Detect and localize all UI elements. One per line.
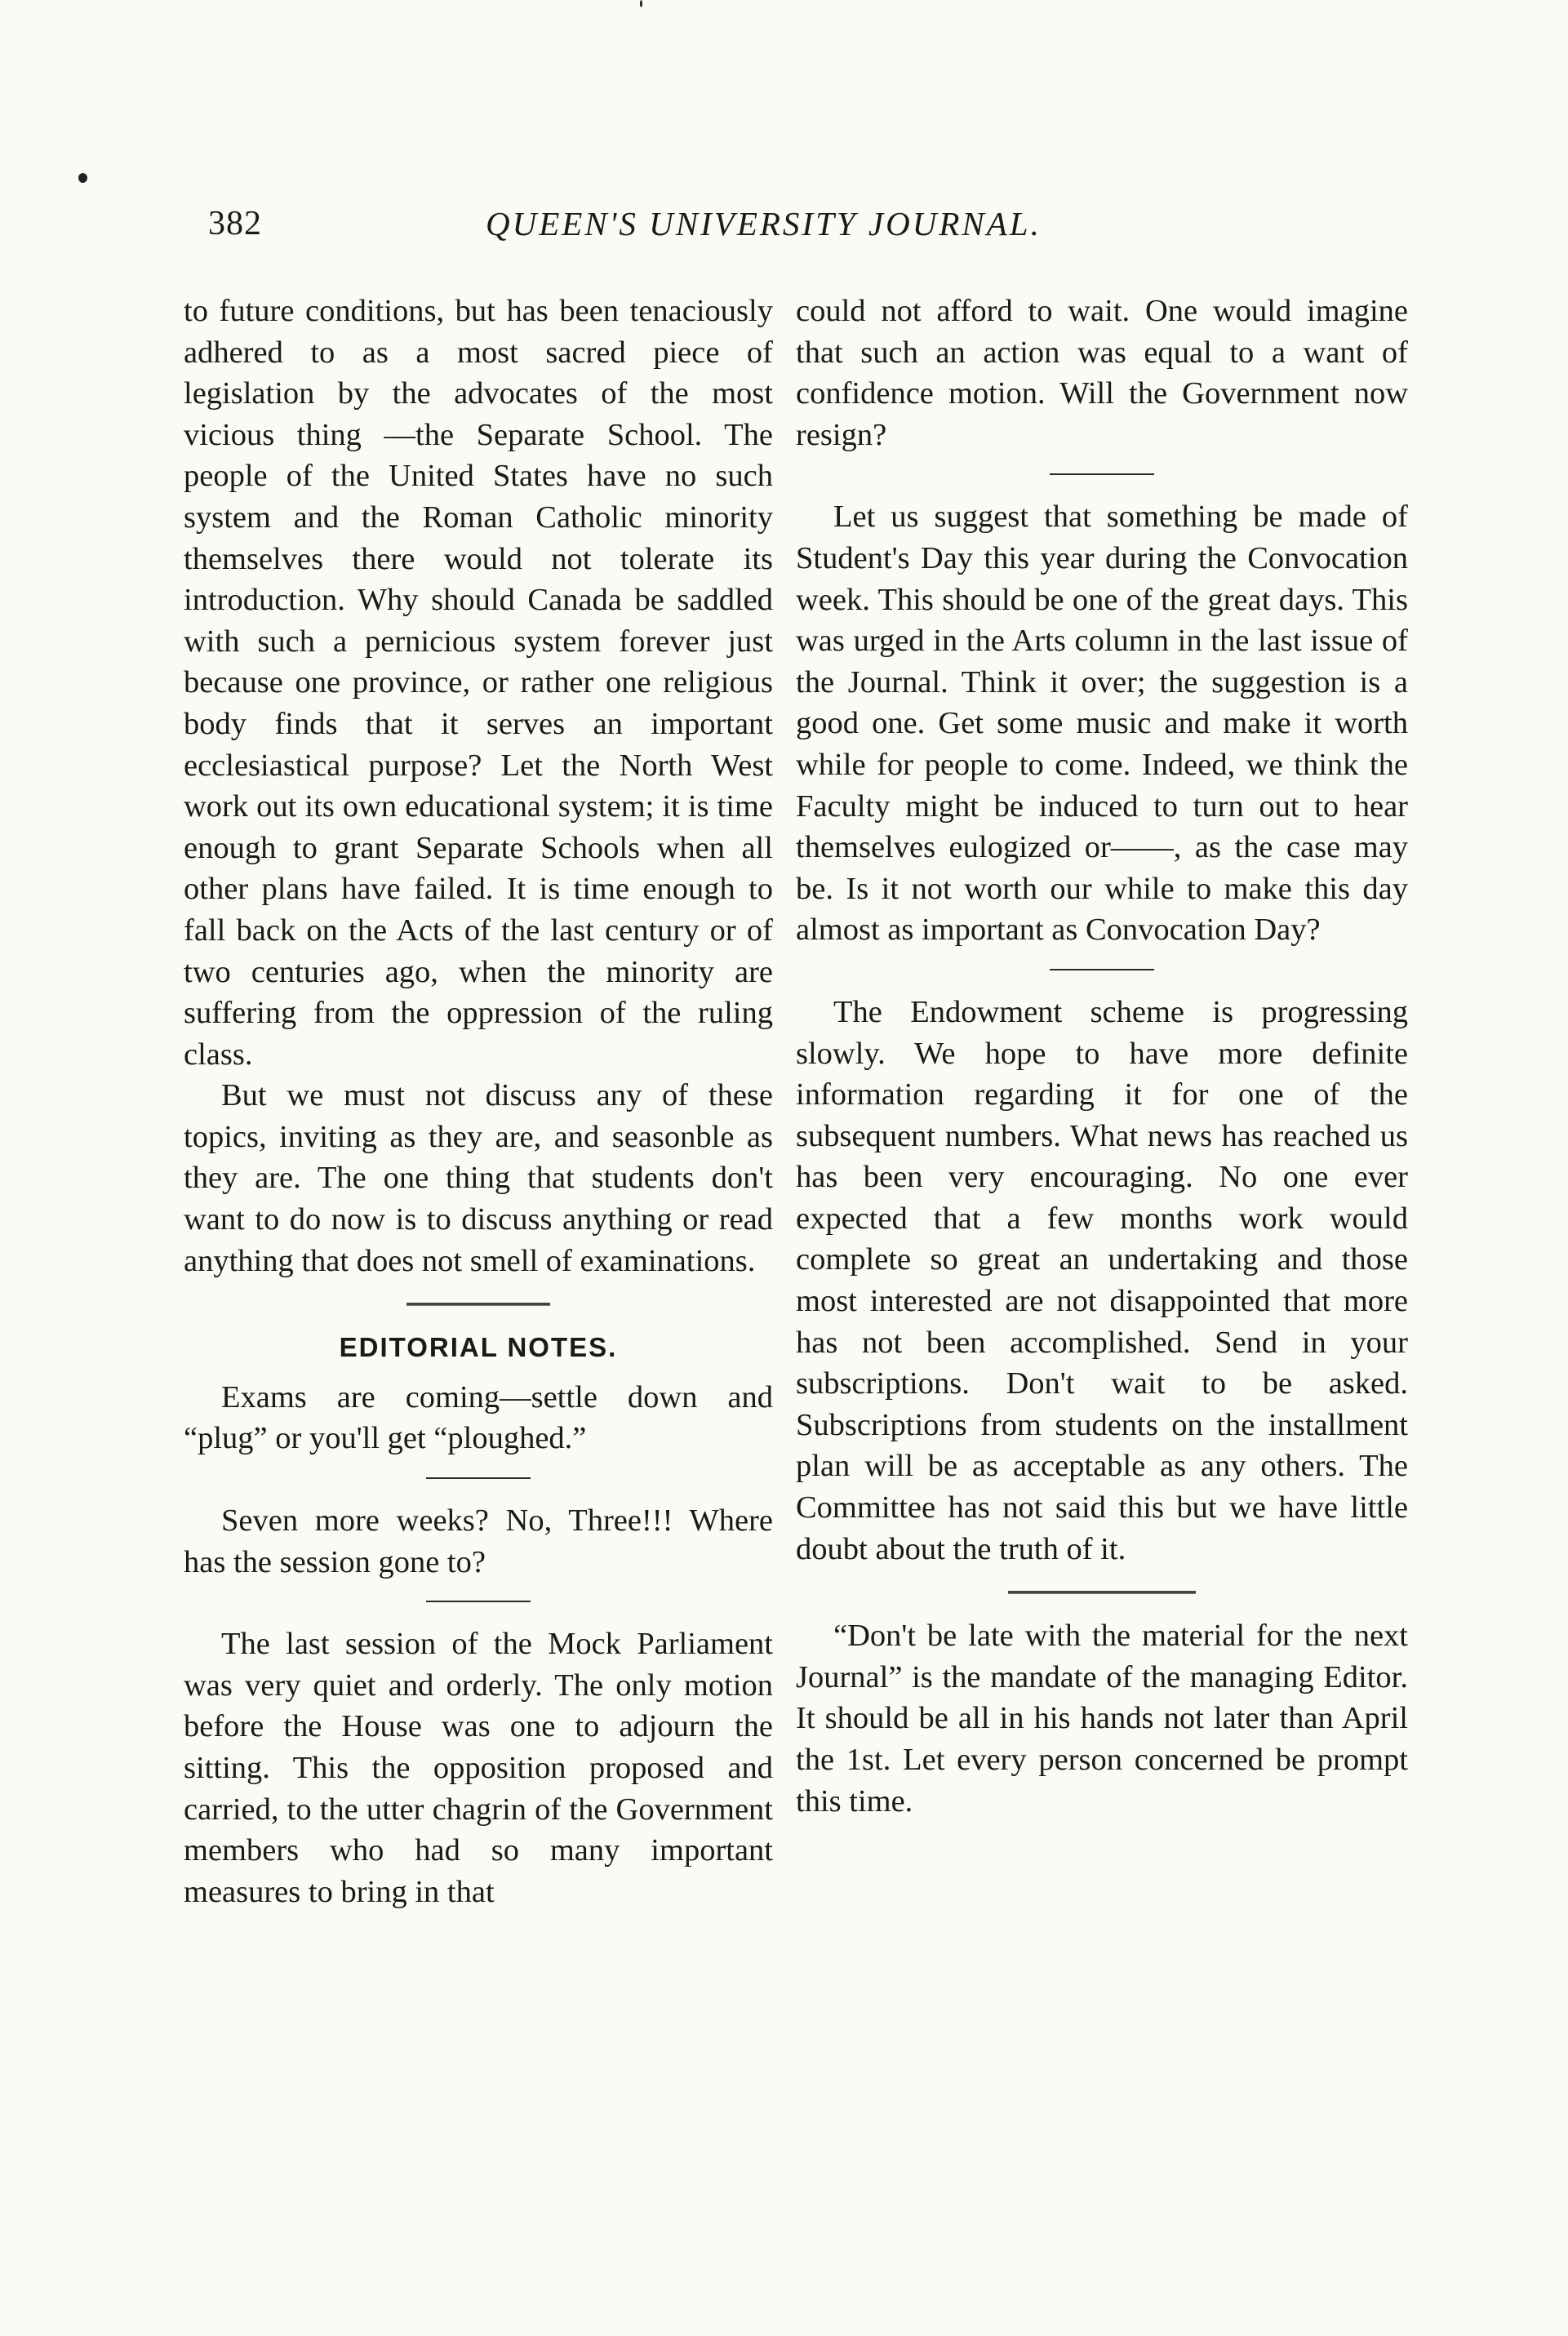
paragraph: Let us suggest that something be made of Student's Day this year during the Convocation week. This should be one of the great days. This was urged in the Arts column in the last issue of the Journal. Think it over; the suggestion is a good one. Get some music and make it worth while for people to come. Indeed, we think the Faculty might be induced to turn out to hear themselves eulogized or——, as the case may be. Is it not worth our while to make this day almost as important as Convocation Day? [796, 500, 1408, 948]
paragraph: The Endowment scheme is progressing slowly. We hope to have more definite information regarding it for one of the subsequent numbers. What news has reached us has been very encouraging. No one ever expected that a few months work would complete so great an undertaking and those most interested are not disappointed that more has not been accomplished. Send in your subscriptions. Don't wait to be asked. Subscriptions from students on the installment plan will be as acceptable as any others. The Committee has not said this but we have little doubt about the truth of it. [796, 994, 1408, 1566]
paragraph: “Don't be late with the material for the next Journal” is the mandate of the managing Editor. It should be all in his hands not later than April the 1st. Let every person concerned be prompt this time. [796, 1619, 1408, 1819]
paragraph: Exams are coming—settle down and “plug” or you'll get “ploughed.” [184, 1379, 773, 1456]
paragraph: to future conditions, but has been tenaciously adhered to as a most sacred piece of legislation by the advocates of the most vicious thing —the Separate School. The people of the United States have no such system and the Roman Catholic minority themselves there would not tolerate its introduction. Why should Canada be saddled with such a pernicious system forever just because one province, or rather one religious body finds that it serves an important ecclesiastical purpose? Let the North West work out its own educational system; it is time enough to grant Separate Schools when all other plans have failed. It is time enough to fall back on the Acts of the last century or of two centuries ago, when the minority are suffering from the oppression of the ruling class. [184, 294, 773, 1072]
paragraph: could not afford to wait. One would imagine that such an action was equal to a want of confidence motion. Will the Government now resign? [796, 294, 1408, 452]
paragraph: The last session of the Mock Parliament was very quiet and orderly. The only motion before the House was one to adjourn the sitting. This the opposition proposed and carried, to the utter chagrin of the Government members who had so many important measures to bring in that [184, 1627, 773, 1909]
divider [1050, 473, 1154, 475]
section-divider [1008, 1591, 1196, 1594]
page-header [208, 204, 1130, 261]
paragraph: Seven more weeks? No, Three!!! Where has the session gone to? [184, 1503, 773, 1579]
page-number: 382 [208, 205, 262, 242]
section-heading: EDITORIAL NOTES. [339, 1332, 618, 1363]
divider [1050, 969, 1154, 970]
running-title: QUEEN'S UNIVERSITY JOURNAL. [486, 205, 1042, 242]
section-divider [406, 1303, 550, 1306]
divider [426, 1601, 531, 1602]
divider [426, 1477, 531, 1479]
right-column [796, 291, 1408, 1822]
left-column [184, 291, 773, 1912]
ink-speck [640, 0, 642, 7]
ink-speck [78, 173, 87, 183]
paragraph: But we must not discuss any of these topics, inviting as they are, and seasonble as they are. The one thing that students don't want to do now is to discuss anything or read anything that does not smell of examinations. [184, 1078, 773, 1278]
